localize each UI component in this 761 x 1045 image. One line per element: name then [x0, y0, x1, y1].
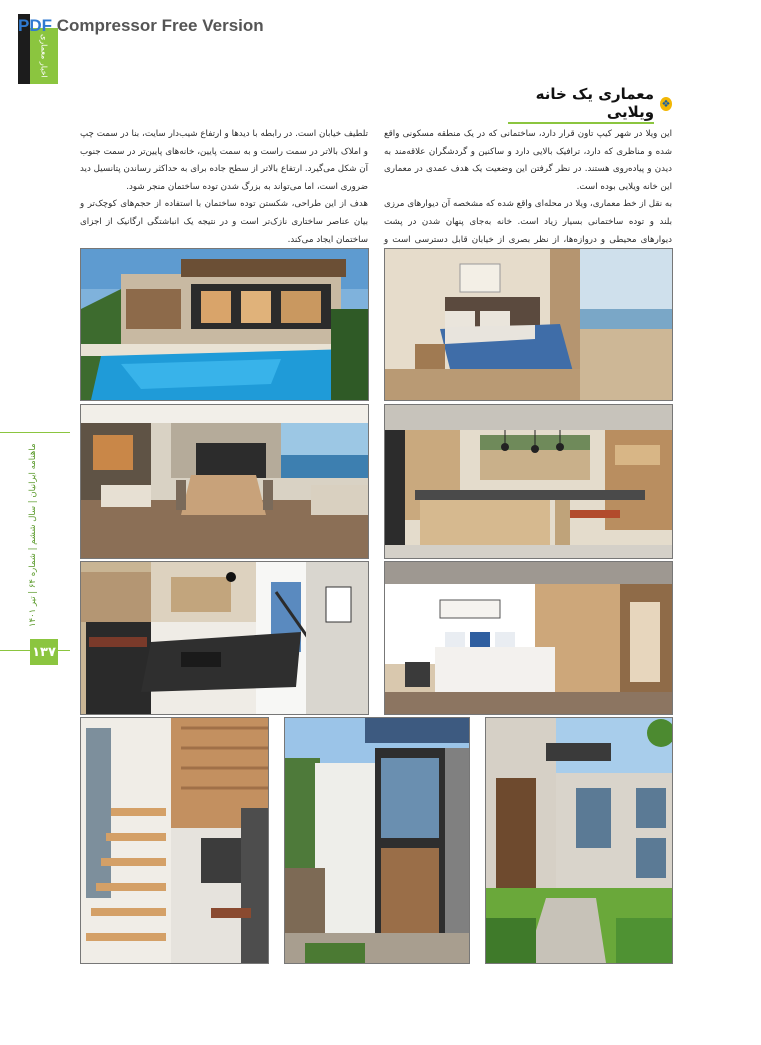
section-tab-label: اخبار معماری: [39, 34, 49, 78]
photo-terrace-dining: [80, 404, 369, 559]
photo-kitchen-island: [384, 404, 673, 559]
article-column-left: [80, 126, 368, 249]
photo-facade-glass: [284, 717, 470, 964]
page-number: ۱۳۷: [30, 639, 58, 665]
photo-bedroom-white: [384, 561, 673, 715]
sidebar-divider-top: [0, 432, 70, 433]
paragraph: هدف از این طراحی، شکستن توده ساختمان با استفاده از حجم‌های کوچک‌تر و بیان عناصر ساختاری نازک‌تر است و در نتیجه یک انباشتگی ارگانیک از اجزای ساختمان ایجاد می‌کند.: [80, 199, 368, 245]
photo-stair-interior: [80, 717, 269, 964]
photo-exterior-pool: [80, 248, 369, 401]
photo-bedroom-blue: [384, 248, 673, 401]
section-tab: [30, 28, 58, 84]
article-title: معماری یک خانه ویلایی: [508, 85, 654, 124]
watermark: [18, 16, 264, 36]
sidebar-magazine-line: ماهنامه ایرانیان | سال ششم | شماره ۶۴ | تیر ۱۴۰۱: [28, 443, 38, 627]
paragraph: این ویلا در شهر کیپ تاون قرار دارد، ساختمانی که در یک منطقه مسکونی واقع شده و مناظری که دارد، ترافیک بالایی دارد و ساکنین و گردشگران علاقه‌مند به دیدن و پیاده‌روی هستند. در نظر گرفتن این وضعیت یک هدف عمدی در معماری این خانه ویلایی بوده است.: [384, 129, 672, 192]
paragraph: تلطیف خیابان است. در رابطه با دیدها و ارتفاع شیب‌دار سایت، بنا در سمت چپ و املاک بالاتر در سمت راست و به سمت پایین، خانه‌های پایین‌تر در سمت جنوب آن شکل می‌گیرد. ارتفاع بالاتر از سطح جاده برای به حداکثر رساندن پتانسیل دید ضروری است، اما می‌تواند به بزرگ شدن توده ساختمان منجر شود.: [80, 129, 368, 192]
photo-exterior-garden: [485, 717, 673, 964]
paragraph: به نقل از خط معماری، ویلا در محله‌ای واقع شده که مشخصه آن دیوارهای مرزی بلند و توده ساختمانی بسیار زیاد است. خانه به‌جای پنهان شدن در پشت دیوارهای محیطی و دروازه‌ها، از نظر بصری از خیابان قابل دسترسی است و: [384, 199, 672, 245]
article-header: [508, 84, 672, 121]
photo-kitchen-dark: [80, 561, 369, 715]
article-bullet-icon: ❖: [661, 98, 671, 110]
watermark-prefix: PDF: [18, 16, 52, 35]
article-column-right: [384, 126, 672, 267]
watermark-text: Compressor Free Version: [52, 16, 264, 35]
